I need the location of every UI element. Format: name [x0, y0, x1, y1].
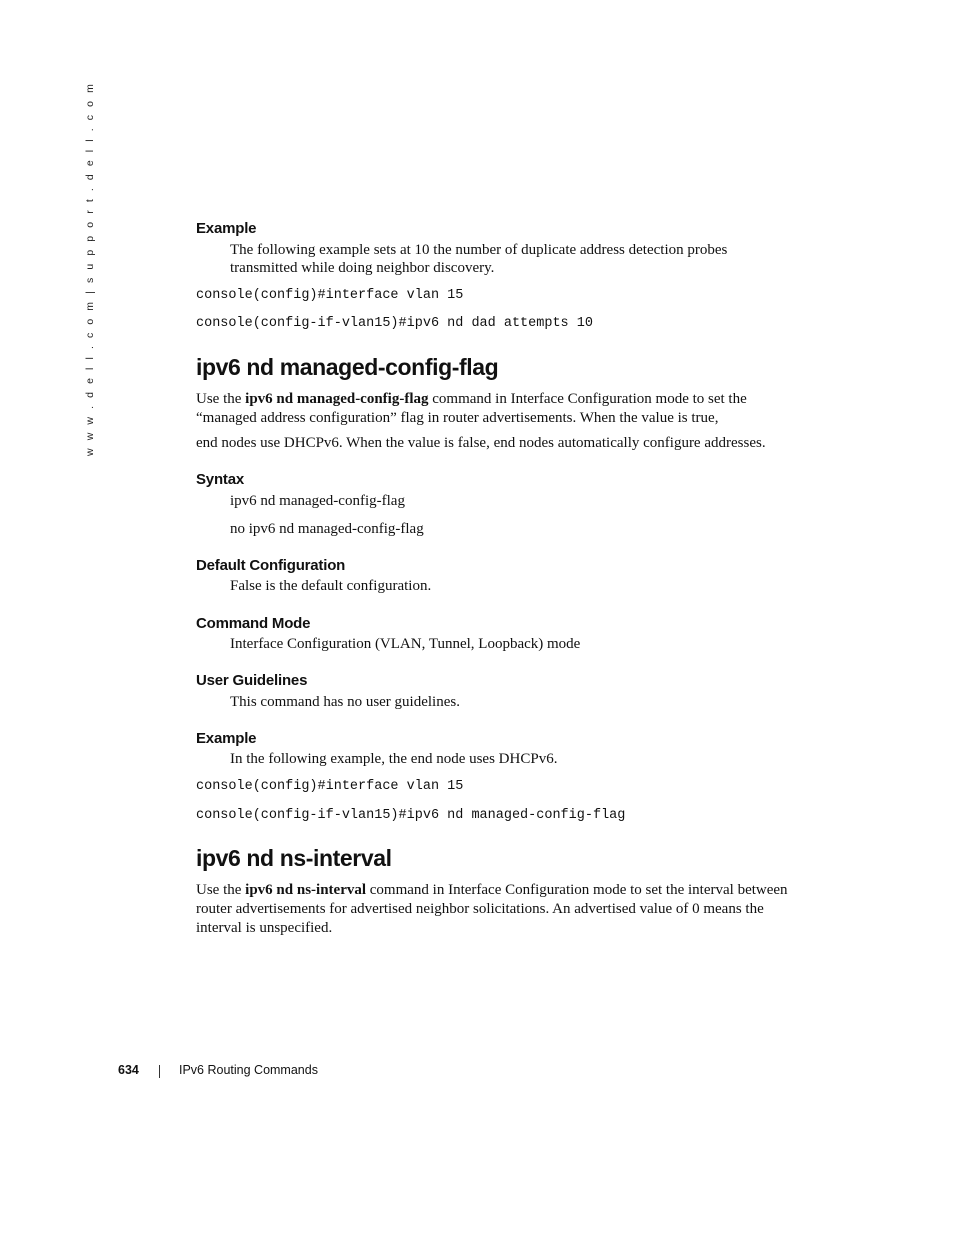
code-line: console(config-if-vlan15)#ipv6 nd dad attempts 10	[196, 316, 593, 331]
syntax-heading: Syntax	[196, 471, 244, 488]
command-mode-text: Interface Configuration (VLAN, Tunnel, Loopback) mode	[230, 636, 581, 652]
default-configuration-heading: Default Configuration	[196, 557, 346, 574]
user-guidelines-heading: User Guidelines	[196, 672, 308, 689]
command-description-line-1	[196, 390, 747, 409]
command-name-bold: ipv6 nd managed-config-flag	[245, 391, 429, 407]
description-text: Use the	[196, 882, 246, 898]
side-url: w w w . d e l l . c o m | s u p p o r t . d e l l . c o m	[84, 81, 96, 456]
description-text: Use the	[196, 391, 246, 407]
example-description: In the following example, the end node uses DHCPv6.	[230, 751, 558, 767]
code-line: console(config-if-vlan15)#ipv6 nd managed-config-flag	[196, 808, 626, 823]
command-description-line-3: end nodes use DHCPv6. When the value is false, end nodes automatically configure addresses.	[196, 435, 766, 451]
command-name-bold: ipv6 nd ns-interval	[245, 882, 367, 898]
example-description-line-2: transmitted while doing neighbor discovery.	[230, 260, 495, 276]
syntax-line: no ipv6 nd managed-config-flag	[230, 521, 424, 537]
chapter-title: IPv6 Routing Commands	[179, 1063, 318, 1077]
default-configuration-text: False is the default configuration.	[230, 578, 432, 594]
description-text: command in Interface Configuration mode to set the interval between	[366, 882, 788, 898]
command-mode-heading: Command Mode	[196, 615, 311, 632]
example-heading: Example	[196, 730, 257, 747]
description-text: command in Interface Configuration mode to set the	[428, 391, 747, 407]
command-title: ipv6 nd ns-interval	[196, 845, 392, 871]
example-heading: Example	[196, 220, 257, 237]
example-description-line-1: The following example sets at 10 the number of duplicate address detection probes	[230, 242, 728, 258]
command-description-line-2: router advertisements for advertised neighbor solicitations. An advertised value of 0 means the	[196, 901, 764, 917]
syntax-line: ipv6 nd managed-config-flag	[230, 493, 405, 509]
page-number: 634	[118, 1063, 139, 1077]
command-description-line-1	[196, 881, 788, 900]
footer-divider	[159, 1065, 160, 1078]
command-title: ipv6 nd managed-config-flag	[196, 354, 499, 380]
user-guidelines-text: This command has no user guidelines.	[230, 694, 460, 710]
command-description-line-3: interval is unspecified.	[196, 920, 333, 936]
code-line: console(config)#interface vlan 15	[196, 779, 464, 794]
code-line: console(config)#interface vlan 15	[196, 288, 464, 303]
command-description-line-2: “managed address configuration” flag in router advertisements. When the value is true,	[196, 410, 719, 426]
